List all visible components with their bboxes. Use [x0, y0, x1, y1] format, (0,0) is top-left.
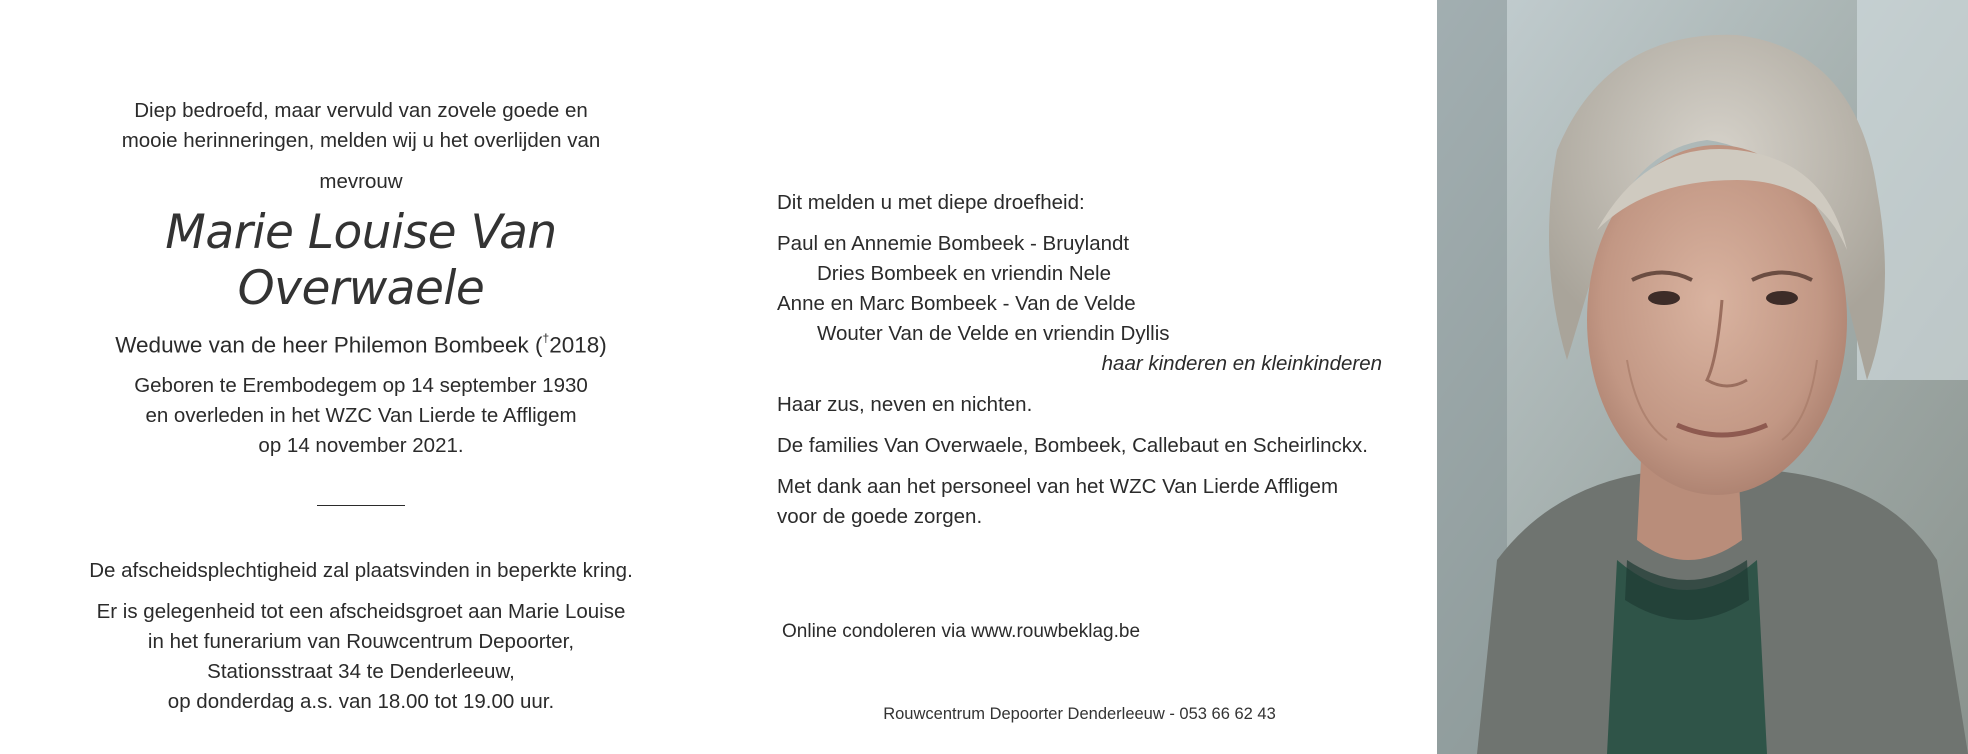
families-line: De families Van Overwaele, Bombeek, Callebaut en Scheirlinckx.: [777, 434, 1368, 457]
birth-death-info: [58, 371, 664, 461]
funeral-home-footer: Rouwcentrum Depoorter Denderleeuw - 053 66 62 43: [883, 705, 1276, 723]
title-word: mevrouw: [319, 170, 403, 193]
intro-text: [58, 96, 664, 156]
children-caption: haar kinderen en kleinkinderen: [1101, 352, 1382, 375]
died-line: en overleden in het WZC Van Lierde te Affligem: [145, 403, 577, 427]
visit-line: Er is gelegenheid tot een afscheidsgroet aan Marie Louise: [96, 599, 626, 623]
left-eye: [1648, 291, 1680, 305]
thanks-text: [777, 472, 1382, 532]
widow-text: Weduwe van de heer Philemon Bombeek (: [115, 332, 543, 358]
intro-line: mooie herinneringen, melden wij u het overlijden van: [121, 129, 601, 152]
family-member: Paul en Annemie Bombeek - Bruylandt: [777, 232, 1130, 255]
family-member: Dries Bombeek en vriendin Nele: [817, 262, 1111, 285]
date-line: op 14 november 2021.: [258, 433, 464, 457]
thanks-line: voor de goede zorgen.: [777, 505, 983, 528]
online-condolence: Online condoleren via www.rouwbeklag.be: [782, 621, 1141, 642]
family-heading: Dit melden u met diepe droefheid:: [777, 191, 1085, 214]
cross-symbol: †: [542, 331, 550, 345]
deceased-name: Marie Louise Van Overwaele: [165, 205, 557, 316]
visit-line: Stationsstraat 34 te Denderleeuw,: [207, 659, 515, 683]
sister-line: Haar zus, neven en nichten.: [777, 393, 1033, 416]
portrait-illustration: [1437, 0, 1968, 754]
born-line: Geboren te Erembodegem op 14 september 1930: [134, 373, 588, 397]
divider: [317, 505, 405, 506]
widow-year: 2018): [549, 332, 607, 358]
family-member: Wouter Van de Velde en vriendin Dyllis: [817, 322, 1170, 345]
visit-line: in het funerarium van Rouwcentrum Depoorter,: [147, 629, 575, 653]
portrait-photo: [1437, 0, 1968, 754]
intro-line: Diep bedroefd, maar vervuld van zovele goede en: [134, 99, 588, 122]
thanks-line: Met dank aan het personeel van het WZC Van Lierde Affligem: [777, 475, 1339, 498]
ceremony-text: De afscheidsplechtigheid zal plaatsvinden in beperkte kring.: [89, 558, 633, 582]
visit-line: op donderdag a.s. van 18.00 tot 19.00 uur.: [167, 689, 555, 713]
visitation-text: [58, 597, 664, 717]
family-column: [777, 188, 1382, 532]
widow-line: [58, 325, 664, 361]
family-member: Anne en Marc Bombeek - Van de Velde: [777, 292, 1136, 315]
announcement-column: [58, 96, 664, 717]
right-eye: [1766, 291, 1798, 305]
